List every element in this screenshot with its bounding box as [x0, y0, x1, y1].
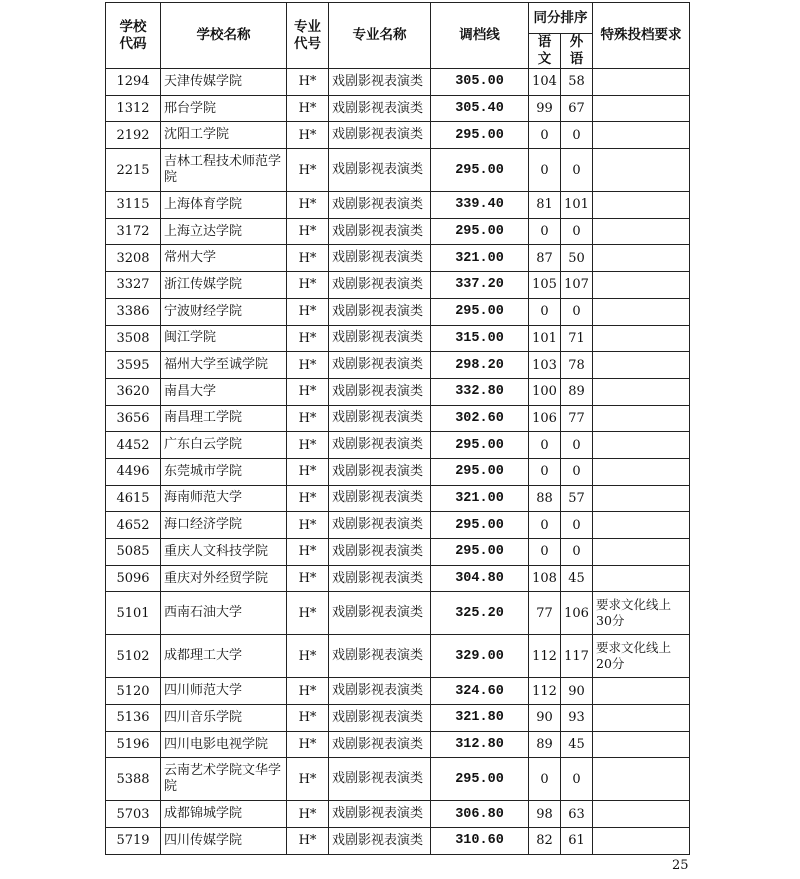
- school-name-cell: 海南师范大学: [161, 485, 287, 512]
- major-name-cell: 戏剧影视表演类: [329, 378, 431, 405]
- major-name-cell: 戏剧影视表演类: [329, 122, 431, 149]
- foreign-rank-cell: 77: [561, 405, 593, 432]
- school-name-cell: 上海立达学院: [161, 218, 287, 245]
- major-name-cell: 戏剧影视表演类: [329, 485, 431, 512]
- threshold-cell: 321.80: [431, 705, 529, 732]
- school-code-cell: 5196: [106, 731, 161, 758]
- school-code-cell: 5388: [106, 758, 161, 801]
- school-code-cell: 5703: [106, 801, 161, 828]
- major-code-cell: H*: [287, 635, 329, 678]
- foreign-rank-cell: 0: [561, 458, 593, 485]
- chinese-rank-cell: 101: [529, 325, 561, 352]
- major-name-cell: 戏剧影视表演类: [329, 95, 431, 122]
- foreign-rank-cell: 117: [561, 635, 593, 678]
- chinese-rank-cell: 0: [529, 512, 561, 539]
- school-name-cell: 浙江传媒学院: [161, 272, 287, 299]
- school-code-cell: 3386: [106, 298, 161, 325]
- school-code-cell: 5136: [106, 705, 161, 732]
- special-requirement-cell: [593, 122, 690, 149]
- threshold-cell: 295.00: [431, 458, 529, 485]
- chinese-rank-cell: 112: [529, 678, 561, 705]
- threshold-cell: 321.00: [431, 245, 529, 272]
- table-row: [106, 122, 690, 149]
- school-name-cell: 福州大学至诚学院: [161, 352, 287, 379]
- table-row: [106, 635, 690, 678]
- threshold-cell: 295.00: [431, 122, 529, 149]
- major-code-cell: H*: [287, 149, 329, 192]
- special-requirement-cell: [593, 705, 690, 732]
- major-name-cell: 戏剧影视表演类: [329, 218, 431, 245]
- table-row: [106, 828, 690, 855]
- chinese-rank-cell: 106: [529, 405, 561, 432]
- major-name-cell: 戏剧影视表演类: [329, 432, 431, 459]
- school-name-cell: 云南艺术学院文华学院: [161, 758, 287, 801]
- special-requirement-cell: [593, 218, 690, 245]
- school-name-cell: 四川电影电视学院: [161, 731, 287, 758]
- chinese-rank-cell: 88: [529, 485, 561, 512]
- foreign-rank-cell: 93: [561, 705, 593, 732]
- foreign-rank-cell: 0: [561, 149, 593, 192]
- foreign-rank-cell: 57: [561, 485, 593, 512]
- threshold-cell: 332.80: [431, 378, 529, 405]
- table-row: [106, 512, 690, 539]
- foreign-rank-cell: 90: [561, 678, 593, 705]
- table-row: [106, 432, 690, 459]
- table-row: [106, 95, 690, 122]
- major-code-cell: H*: [287, 592, 329, 635]
- school-name-cell: 广东白云学院: [161, 432, 287, 459]
- special-requirement-cell: [593, 95, 690, 122]
- threshold-cell: 321.00: [431, 485, 529, 512]
- school-name-cell: 上海体育学院: [161, 192, 287, 219]
- major-name-cell: 戏剧影视表演类: [329, 245, 431, 272]
- chinese-rank-cell: 81: [529, 192, 561, 219]
- table-row: [106, 758, 690, 801]
- major-name-cell: 戏剧影视表演类: [329, 69, 431, 96]
- foreign-rank-cell: 61: [561, 828, 593, 855]
- threshold-cell: 295.00: [431, 298, 529, 325]
- school-code-cell: 3656: [106, 405, 161, 432]
- school-code-cell: 3595: [106, 352, 161, 379]
- school-name-cell: 四川师范大学: [161, 678, 287, 705]
- major-code-cell: H*: [287, 352, 329, 379]
- threshold-cell: 295.00: [431, 149, 529, 192]
- threshold-cell: 304.80: [431, 565, 529, 592]
- foreign-rank-cell: 101: [561, 192, 593, 219]
- header-special-requirement: 特殊投档要求: [593, 3, 690, 69]
- major-name-cell: 戏剧影视表演类: [329, 512, 431, 539]
- major-code-cell: H*: [287, 69, 329, 96]
- table-row: [106, 592, 690, 635]
- foreign-rank-cell: 58: [561, 69, 593, 96]
- school-code-cell: 4652: [106, 512, 161, 539]
- school-code-cell: 3208: [106, 245, 161, 272]
- special-requirement-cell: [593, 149, 690, 192]
- school-code-cell: 5096: [106, 565, 161, 592]
- major-code-cell: H*: [287, 565, 329, 592]
- threshold-cell: 324.60: [431, 678, 529, 705]
- header-major-code: 专业 代号: [287, 3, 329, 69]
- page-number: 25: [672, 858, 689, 873]
- threshold-cell: 295.00: [431, 432, 529, 459]
- foreign-rank-cell: 50: [561, 245, 593, 272]
- special-requirement-cell: [593, 245, 690, 272]
- major-code-cell: H*: [287, 192, 329, 219]
- school-name-cell: 南昌理工学院: [161, 405, 287, 432]
- threshold-cell: 302.60: [431, 405, 529, 432]
- major-name-cell: 戏剧影视表演类: [329, 458, 431, 485]
- major-name-cell: 戏剧影视表演类: [329, 678, 431, 705]
- header-major-name: 专业名称: [329, 3, 431, 69]
- school-name-cell: 四川传媒学院: [161, 828, 287, 855]
- special-requirement-cell: [593, 758, 690, 801]
- special-requirement-cell: 要求文化线上30分: [593, 592, 690, 635]
- special-requirement-cell: [593, 485, 690, 512]
- foreign-rank-cell: 78: [561, 352, 593, 379]
- school-name-cell: 海口经济学院: [161, 512, 287, 539]
- major-name-cell: 戏剧影视表演类: [329, 149, 431, 192]
- major-name-cell: 戏剧影视表演类: [329, 272, 431, 299]
- table-row: [106, 539, 690, 566]
- threshold-cell: 306.80: [431, 801, 529, 828]
- school-name-cell: 东莞城市学院: [161, 458, 287, 485]
- foreign-rank-cell: 0: [561, 539, 593, 566]
- major-code-cell: H*: [287, 95, 329, 122]
- chinese-rank-cell: 0: [529, 218, 561, 245]
- major-name-cell: 戏剧影视表演类: [329, 539, 431, 566]
- major-name-cell: 戏剧影视表演类: [329, 298, 431, 325]
- major-code-cell: H*: [287, 512, 329, 539]
- special-requirement-cell: [593, 458, 690, 485]
- table-row: [106, 678, 690, 705]
- foreign-rank-cell: 0: [561, 432, 593, 459]
- major-name-cell: 戏剧影视表演类: [329, 731, 431, 758]
- chinese-rank-cell: 105: [529, 272, 561, 299]
- major-name-cell: 戏剧影视表演类: [329, 565, 431, 592]
- major-name-cell: 戏剧影视表演类: [329, 405, 431, 432]
- major-code-cell: H*: [287, 758, 329, 801]
- threshold-cell: 310.60: [431, 828, 529, 855]
- special-requirement-cell: 要求文化线上20分: [593, 635, 690, 678]
- table-row: [106, 325, 690, 352]
- major-code-cell: H*: [287, 432, 329, 459]
- foreign-rank-cell: 45: [561, 565, 593, 592]
- header-threshold: 调档线: [431, 3, 529, 69]
- table-row: [106, 149, 690, 192]
- table-row: [106, 218, 690, 245]
- special-requirement-cell: [593, 405, 690, 432]
- table-row: [106, 245, 690, 272]
- school-code-cell: 1312: [106, 95, 161, 122]
- table-row: [106, 405, 690, 432]
- school-name-cell: 四川音乐学院: [161, 705, 287, 732]
- major-code-cell: H*: [287, 122, 329, 149]
- special-requirement-cell: [593, 731, 690, 758]
- special-requirement-cell: [593, 378, 690, 405]
- school-name-cell: 吉林工程技术师范学院: [161, 149, 287, 192]
- school-code-cell: 4496: [106, 458, 161, 485]
- special-requirement-cell: [593, 352, 690, 379]
- chinese-rank-cell: 0: [529, 758, 561, 801]
- foreign-rank-cell: 0: [561, 298, 593, 325]
- header-school-name: 学校名称: [161, 3, 287, 69]
- major-code-cell: H*: [287, 325, 329, 352]
- school-code-cell: 2192: [106, 122, 161, 149]
- school-name-cell: 南昌大学: [161, 378, 287, 405]
- school-code-cell: 5719: [106, 828, 161, 855]
- foreign-rank-cell: 106: [561, 592, 593, 635]
- foreign-rank-cell: 0: [561, 512, 593, 539]
- foreign-rank-cell: 67: [561, 95, 593, 122]
- threshold-cell: 315.00: [431, 325, 529, 352]
- chinese-rank-cell: 0: [529, 122, 561, 149]
- school-name-cell: 重庆人文科技学院: [161, 539, 287, 566]
- chinese-rank-cell: 104: [529, 69, 561, 96]
- threshold-cell: 325.20: [431, 592, 529, 635]
- major-name-cell: 戏剧影视表演类: [329, 352, 431, 379]
- table-row: [106, 705, 690, 732]
- special-requirement-cell: [593, 272, 690, 299]
- school-name-cell: 成都锦城学院: [161, 801, 287, 828]
- table-row: [106, 272, 690, 299]
- school-name-cell: 邢台学院: [161, 95, 287, 122]
- special-requirement-cell: [593, 432, 690, 459]
- major-code-cell: H*: [287, 801, 329, 828]
- admission-table: [105, 2, 690, 855]
- major-code-cell: H*: [287, 378, 329, 405]
- special-requirement-cell: [593, 565, 690, 592]
- school-code-cell: 2215: [106, 149, 161, 192]
- chinese-rank-cell: 0: [529, 539, 561, 566]
- major-code-cell: H*: [287, 539, 329, 566]
- foreign-rank-cell: 63: [561, 801, 593, 828]
- header-tie-sort: 同分排序: [529, 3, 593, 34]
- major-name-cell: 戏剧影视表演类: [329, 758, 431, 801]
- school-code-cell: 4615: [106, 485, 161, 512]
- table-row: [106, 801, 690, 828]
- school-name-cell: 天津传媒学院: [161, 69, 287, 96]
- threshold-cell: 305.00: [431, 69, 529, 96]
- foreign-rank-cell: 107: [561, 272, 593, 299]
- special-requirement-cell: [593, 69, 690, 96]
- header-chinese: 语文: [529, 34, 561, 69]
- school-code-cell: 3172: [106, 218, 161, 245]
- major-code-cell: H*: [287, 731, 329, 758]
- chinese-rank-cell: 99: [529, 95, 561, 122]
- threshold-cell: 295.00: [431, 539, 529, 566]
- chinese-rank-cell: 108: [529, 565, 561, 592]
- school-name-cell: 西南石油大学: [161, 592, 287, 635]
- school-code-cell: 3508: [106, 325, 161, 352]
- school-name-cell: 重庆对外经贸学院: [161, 565, 287, 592]
- table-row: [106, 378, 690, 405]
- chinese-rank-cell: 77: [529, 592, 561, 635]
- special-requirement-cell: [593, 678, 690, 705]
- threshold-cell: 295.00: [431, 758, 529, 801]
- major-name-cell: 戏剧影视表演类: [329, 828, 431, 855]
- chinese-rank-cell: 82: [529, 828, 561, 855]
- chinese-rank-cell: 0: [529, 298, 561, 325]
- major-code-cell: H*: [287, 705, 329, 732]
- special-requirement-cell: [593, 325, 690, 352]
- school-name-cell: 沈阳工学院: [161, 122, 287, 149]
- major-code-cell: H*: [287, 298, 329, 325]
- chinese-rank-cell: 98: [529, 801, 561, 828]
- major-code-cell: H*: [287, 458, 329, 485]
- table-row: [106, 731, 690, 758]
- table-row: [106, 69, 690, 96]
- threshold-cell: 295.00: [431, 512, 529, 539]
- foreign-rank-cell: 0: [561, 122, 593, 149]
- header-foreign: 外语: [561, 34, 593, 69]
- threshold-cell: 298.20: [431, 352, 529, 379]
- major-code-cell: H*: [287, 218, 329, 245]
- table-row: [106, 192, 690, 219]
- major-name-cell: 戏剧影视表演类: [329, 192, 431, 219]
- school-name-cell: 宁波财经学院: [161, 298, 287, 325]
- school-code-cell: 4452: [106, 432, 161, 459]
- table-row: [106, 565, 690, 592]
- threshold-cell: 305.40: [431, 95, 529, 122]
- school-code-cell: 3620: [106, 378, 161, 405]
- table-row: [106, 485, 690, 512]
- school-name-cell: 常州大学: [161, 245, 287, 272]
- threshold-cell: 337.20: [431, 272, 529, 299]
- major-name-cell: 戏剧影视表演类: [329, 705, 431, 732]
- chinese-rank-cell: 0: [529, 458, 561, 485]
- special-requirement-cell: [593, 298, 690, 325]
- threshold-cell: 312.80: [431, 731, 529, 758]
- school-code-cell: 1294: [106, 69, 161, 96]
- chinese-rank-cell: 0: [529, 149, 561, 192]
- chinese-rank-cell: 90: [529, 705, 561, 732]
- school-name-cell: 成都理工大学: [161, 635, 287, 678]
- special-requirement-cell: [593, 192, 690, 219]
- foreign-rank-cell: 0: [561, 758, 593, 801]
- school-code-cell: 3115: [106, 192, 161, 219]
- chinese-rank-cell: 89: [529, 731, 561, 758]
- major-name-cell: 戏剧影视表演类: [329, 592, 431, 635]
- major-code-cell: H*: [287, 405, 329, 432]
- header-school-code: 学校 代码: [106, 3, 161, 69]
- table-row: [106, 298, 690, 325]
- foreign-rank-cell: 71: [561, 325, 593, 352]
- table-row: [106, 458, 690, 485]
- school-code-cell: 5101: [106, 592, 161, 635]
- threshold-cell: 339.40: [431, 192, 529, 219]
- special-requirement-cell: [593, 801, 690, 828]
- chinese-rank-cell: 87: [529, 245, 561, 272]
- foreign-rank-cell: 45: [561, 731, 593, 758]
- threshold-cell: 329.00: [431, 635, 529, 678]
- major-name-cell: 戏剧影视表演类: [329, 635, 431, 678]
- major-code-cell: H*: [287, 485, 329, 512]
- major-code-cell: H*: [287, 272, 329, 299]
- major-code-cell: H*: [287, 828, 329, 855]
- school-code-cell: 3327: [106, 272, 161, 299]
- threshold-cell: 295.00: [431, 218, 529, 245]
- table-row: [106, 352, 690, 379]
- school-name-cell: 闽江学院: [161, 325, 287, 352]
- chinese-rank-cell: 103: [529, 352, 561, 379]
- chinese-rank-cell: 0: [529, 432, 561, 459]
- school-code-cell: 5120: [106, 678, 161, 705]
- special-requirement-cell: [593, 512, 690, 539]
- chinese-rank-cell: 100: [529, 378, 561, 405]
- major-name-cell: 戏剧影视表演类: [329, 325, 431, 352]
- major-name-cell: 戏剧影视表演类: [329, 801, 431, 828]
- school-code-cell: 5085: [106, 539, 161, 566]
- special-requirement-cell: [593, 828, 690, 855]
- school-code-cell: 5102: [106, 635, 161, 678]
- chinese-rank-cell: 112: [529, 635, 561, 678]
- foreign-rank-cell: 0: [561, 218, 593, 245]
- table-body: [106, 69, 690, 855]
- major-code-cell: H*: [287, 245, 329, 272]
- special-requirement-cell: [593, 539, 690, 566]
- foreign-rank-cell: 89: [561, 378, 593, 405]
- major-code-cell: H*: [287, 678, 329, 705]
